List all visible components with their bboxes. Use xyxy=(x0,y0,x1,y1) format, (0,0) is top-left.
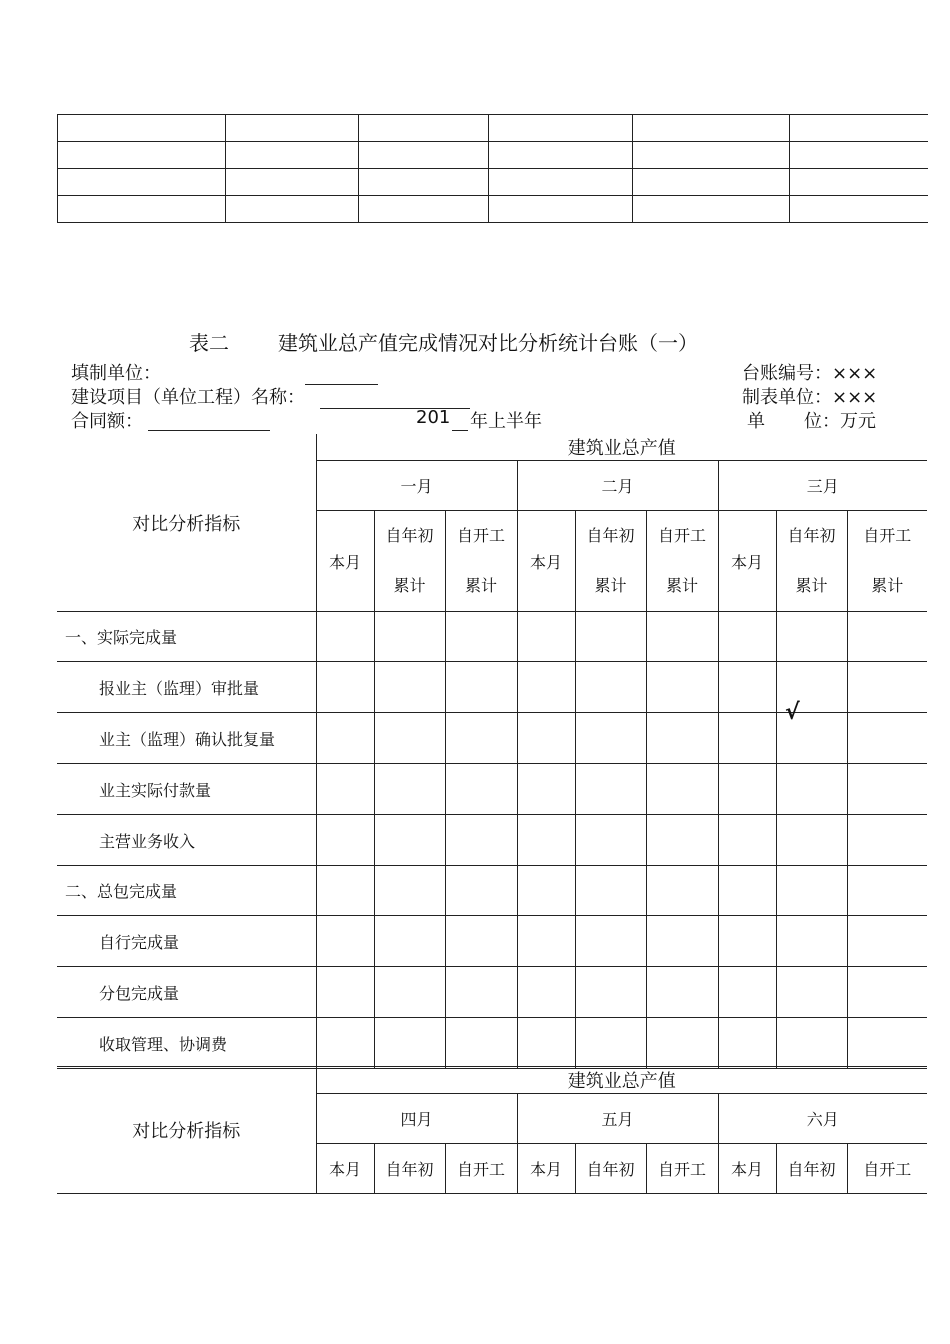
since-start-header: 自开工 xyxy=(445,1144,517,1194)
this-month-header: 本月 xyxy=(316,1144,374,1194)
contract-amount-label: 合同额： xyxy=(71,411,143,432)
since-start-header: 自开工 xyxy=(847,1144,927,1194)
period-year: 201 xyxy=(416,407,451,428)
unit-label-a: 单 xyxy=(747,411,765,432)
since-start-header: 自开工 xyxy=(646,1144,718,1194)
project-name-label: 建设项目（单位工程）名称： xyxy=(71,387,305,408)
ytd-header: 自年初 累计 xyxy=(776,511,847,612)
table-row xyxy=(57,1018,927,1069)
row-label: 一、实际完成量 xyxy=(57,612,316,662)
table-row xyxy=(58,196,928,223)
period-label: 年上半年 xyxy=(470,411,542,432)
prepared-by: 制表单位：××× xyxy=(742,387,878,408)
ytd-header: 自年初 累计 xyxy=(575,511,646,612)
header-row xyxy=(57,434,927,461)
ledger-number: 台账编号：××× xyxy=(742,363,878,384)
group-header: 建筑业总产值 xyxy=(316,434,927,461)
this-month-header: 本月 xyxy=(718,1144,776,1194)
row-label: 业主实际付款量 xyxy=(57,764,316,815)
row-label: 业主（监理）确认批复量 xyxy=(57,713,316,764)
row-label: 二、总包完成量 xyxy=(57,866,316,916)
this-month-header: 本月 xyxy=(316,511,374,612)
ytd-header: 自年初 xyxy=(374,1144,445,1194)
row-label: 报业主（监理）审批量 xyxy=(57,662,316,713)
table-row xyxy=(58,142,928,169)
since-start-header: 自开工 累计 xyxy=(646,511,718,612)
since-start-header: 自开工 累计 xyxy=(847,511,927,612)
comparison-table-q2 xyxy=(57,1066,927,1194)
fill-unit-label: 填制单位： xyxy=(71,363,161,384)
contract-amount-underline xyxy=(148,430,270,431)
month-header: 三月 xyxy=(718,461,927,511)
comparison-table-q1 xyxy=(57,434,927,1069)
table-row xyxy=(57,967,927,1018)
unit-label-b: 位：万元 xyxy=(804,411,876,432)
group-header: 建筑业总产值 xyxy=(316,1067,927,1094)
row-label: 主营业务收入 xyxy=(57,815,316,866)
project-name-underline xyxy=(305,384,378,385)
table-row xyxy=(58,169,928,196)
month-header: 五月 xyxy=(517,1094,718,1144)
table-row xyxy=(57,916,927,967)
index-header: 对比分析指标 xyxy=(57,434,316,612)
table-name: 建筑业总产值完成情况对比分析统计台账（一） xyxy=(278,331,698,355)
row-label: 自行完成量 xyxy=(57,916,316,967)
row-label: 分包完成量 xyxy=(57,967,316,1018)
period-year-blank xyxy=(452,430,468,431)
this-month-header: 本月 xyxy=(517,511,575,612)
table-row xyxy=(57,764,927,815)
table-row xyxy=(57,612,927,662)
check-mark: √ xyxy=(785,700,800,725)
ytd-header: 自年初 xyxy=(776,1144,847,1194)
table-row xyxy=(57,815,927,866)
top-empty-table xyxy=(57,114,928,223)
month-header: 六月 xyxy=(718,1094,927,1144)
this-month-header: 本月 xyxy=(517,1144,575,1194)
month-header: 一月 xyxy=(316,461,517,511)
month-header: 四月 xyxy=(316,1094,517,1144)
index-header: 对比分析指标 xyxy=(57,1067,316,1194)
table-row xyxy=(57,866,927,916)
month-header: 二月 xyxy=(517,461,718,511)
header-row xyxy=(57,1067,927,1094)
this-month-header: 本月 xyxy=(718,511,776,612)
ytd-header: 自年初 xyxy=(575,1144,646,1194)
table-number: 表二 xyxy=(189,331,229,355)
table-row xyxy=(58,115,928,142)
row-label: 收取管理、协调费 xyxy=(57,1018,316,1069)
ytd-header: 自年初 累计 xyxy=(374,511,445,612)
since-start-header: 自开工 累计 xyxy=(445,511,517,612)
